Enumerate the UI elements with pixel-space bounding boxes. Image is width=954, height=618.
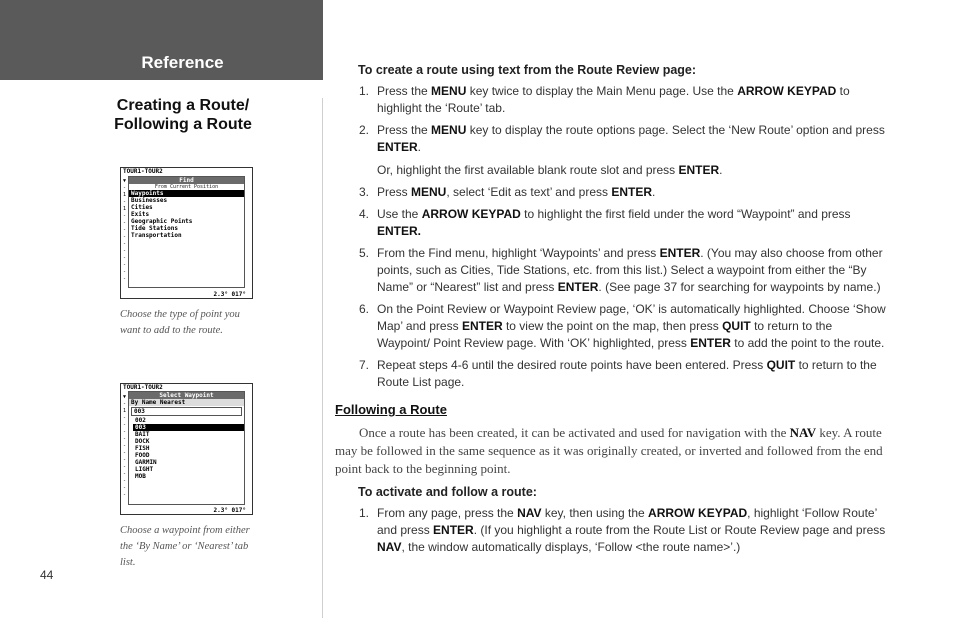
reference-tab [0,0,323,80]
step-number: 5. [359,246,370,260]
main-content [335,62,887,561]
step-number: 2. [359,123,370,137]
list-item: Transportation [131,232,182,239]
step-text: On the Point Review or Waypoint Review page, ‘OK’ is automatically highlighted. Choose ‘Show Map’ and press ENTER to view the point on the map, then press QUIT to return to the Waypoint/ Point Review page. With ‘OK’ highlighted, press ENTER to add the point to the route. [377,302,886,350]
create-route-step-6 [335,301,887,352]
create-route-step-3 [335,184,887,201]
activate-route-step-1 [335,505,887,556]
list-item: Exits [131,211,150,218]
select-waypoint-dialog [128,391,245,505]
select-waypoint-screenshot [120,383,253,515]
step-number: 3. [359,185,370,199]
step-number: 7. [359,358,370,372]
screen-gutter: ▼ - 1 - 1 - - - - - - - - - - [123,178,127,282]
create-route-step-2 [335,122,887,179]
screen-topbar: TOUR1-TOUR2 [123,384,163,391]
list-item: BAIT [135,431,150,438]
select-waypoint-query: 003 [131,407,242,416]
step-text: Press the MENU key to display the route options page. Select the ‘New Route’ option and press ENTER. Or, highlight the first available blank route slot and press ENTER. [377,123,885,177]
list-item: 002 [135,417,146,424]
list-item: GARMIN [135,459,157,466]
screen-footer: 2.3° 017° [213,291,246,298]
column-divider [322,98,323,618]
list-item: Businesses [131,197,168,204]
activate-route-steps [335,505,887,556]
list-item: DOCK [135,438,150,445]
following-route-title: Following a Route [335,402,447,417]
list-item: FISH [135,445,150,452]
activate-route-heading: To activate and follow a route: [358,485,537,499]
step-text: From the Find menu, highlight ‘Waypoints’ and press ENTER. (You may also choose from other points, such as Cities, Tide Stations, etc. from this list.) Select a waypoint from either the “By Name” or “Nearest” list and press ENTER. (See page 37 for searching for waypoints by name.) [377,246,883,294]
list-item: Tide Stations [131,225,178,232]
list-item: 003 [133,424,244,431]
create-route-step-1 [335,83,887,117]
select-waypoint-title: Select Waypoint [129,392,244,399]
find-menu-screenshot [120,167,253,299]
step-number: 4. [359,207,370,221]
step-number: 1. [359,84,370,98]
following-route-paragraph: Once a route has been created, it can be activated and used for navigation with the NAV key. A route may be followed in the same sequence as it was originally created, or inverted and followed from the end point back to the beginning point. [335,425,883,476]
caption-find: Choose the type of point you want to add to the route. [120,309,240,336]
create-route-steps [335,83,887,391]
step-text: Press the MENU key twice to display the Main Menu page. Use the ARROW KEYPAD to highlight the ‘Route’ tab. [377,84,850,115]
step-text: From any page, press the NAV key, then using the ARROW KEYPAD, highlight ‘Follow Route’ and press ENTER. (If you highlight a route from the Route List or Route Review page and press NAV, the window automatically displays, ‘Follow <the route name>’.) [377,506,886,554]
list-item: Geographic Points [131,218,193,225]
find-dialog-title: Find [129,177,244,184]
find-dialog-subtitle: From Current Position [154,184,219,190]
create-route-step-4 [335,206,887,240]
page-number: 44 [40,568,54,582]
step-number: 1. [359,506,370,520]
screen-footer: 2.3° 017° [213,507,246,514]
list-item: MOB [135,473,146,480]
step-text: Repeat steps 4-6 until the desired route points have been entered. Press QUIT to return to the Route List page. [377,358,877,389]
create-route-heading: To create a route using text from the Route Review page: [358,63,697,77]
step-text: Use the ARROW KEYPAD to highlight the first field under the word “Waypoint” and press ENTER. [377,207,851,238]
create-route-step-5 [335,245,887,296]
step-number: 6. [359,302,370,316]
find-list [129,190,244,239]
reference-tab-label: Reference [141,53,224,72]
section-title: Creating a Route/ Following a Route [114,97,252,133]
caption-select-waypoint: Choose a waypoint from either the ‘By Name’ or ‘Nearest’ tab list. [120,525,250,568]
step-text: Press MENU, select ‘Edit as text’ and press ENTER. [377,185,656,199]
waypoint-list [129,417,244,480]
select-waypoint-tabs: By Name Nearest [129,399,244,406]
find-dialog [128,176,245,288]
screen-gutter: ▼ - 1 - - - - - - - - - - - - [123,394,127,498]
list-item: Cities [131,204,153,211]
list-item: FOOD [135,452,150,459]
screen-topbar: TOUR1-TOUR2 [123,168,163,175]
list-item: LIGHT [135,466,154,473]
create-route-step-7 [335,357,887,391]
list-item: Waypoints [129,190,244,197]
